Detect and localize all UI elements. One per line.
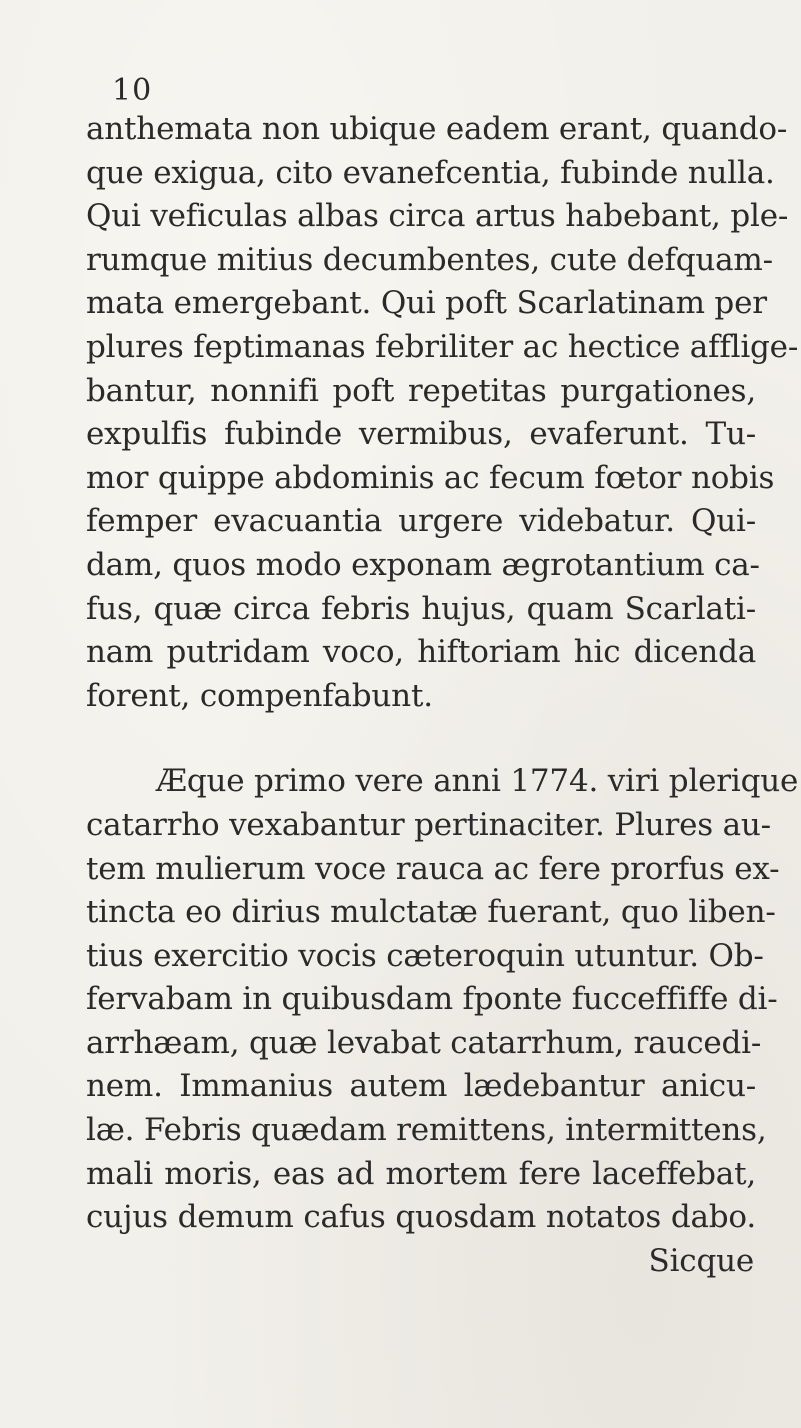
- text-line: Æque primo vere anni 1774. viri plerique: [156, 763, 799, 800]
- paragraph-gap: [86, 718, 756, 760]
- text-line: bantur, nonnifi poft repetitas purgationes,: [86, 372, 756, 409]
- text-line: expulfis fubinde vermibus, evaferunt. Tu-: [86, 416, 756, 453]
- text-line: fus, quæ circa febris hujus, quam Scarlati-: [86, 590, 756, 627]
- text-line: nam putridam voco, hiftoriam hic dicenda: [86, 634, 756, 671]
- text-line: femper evacuantia urgere videbatur. Qui-: [86, 503, 756, 540]
- text-line: tius exercitio vocis cæteroquin utuntur. Ob-: [86, 937, 764, 974]
- text-line: mata emergebant. Qui poft Scarlatinam per: [86, 285, 767, 322]
- text-line: cujus demum cafus quosdam notatos dabo.: [86, 1199, 756, 1236]
- page-number: 10: [112, 73, 153, 108]
- text-line: Qui veficulas albas circa artus habebant, ple-: [86, 198, 789, 235]
- paragraph-1: [86, 108, 799, 718]
- catchword: Sicque: [648, 1242, 754, 1279]
- text-line: rumque mitius decumbentes, cute defquam-: [86, 241, 773, 278]
- text-line: plures feptimanas febriliter ac hectice afflige-: [86, 328, 799, 365]
- text-line: que exigua, cito evanefcentia, fubinde nulla.: [86, 154, 775, 191]
- text-line: fervabam in quibusdam fponte fucceffiffe di-: [86, 981, 778, 1018]
- text-line: tem mulierum voce rauca ac fere prorfus ex-: [86, 850, 780, 887]
- text-line: arrhæam, quæ levabat catarrhum, raucedi-: [86, 1024, 762, 1061]
- body-text: [86, 108, 799, 1283]
- text-line: forent, compenfabunt.: [86, 677, 433, 714]
- text-line: dam, quos modo exponam ægrotantium ca-: [86, 546, 760, 583]
- text-line: mor quippe abdominis ac fecum fœtor nobis: [86, 459, 775, 496]
- text-line: anthemata non ubique eadem erant, quando-: [86, 111, 788, 147]
- text-line: mali moris, eas ad mortem fere laceffebat,: [86, 1155, 756, 1192]
- text-line: læ. Febris quædam remittens, intermittens,: [86, 1112, 767, 1149]
- paragraph-2: [86, 760, 799, 1240]
- text-line: catarrho vexabantur pertinaciter. Plures au-: [86, 806, 771, 843]
- text-line: nem. Immanius autem lædebantur anicu-: [86, 1068, 756, 1105]
- text-line: tincta eo dirius mulctatæ fuerant, quo liben-: [86, 894, 776, 931]
